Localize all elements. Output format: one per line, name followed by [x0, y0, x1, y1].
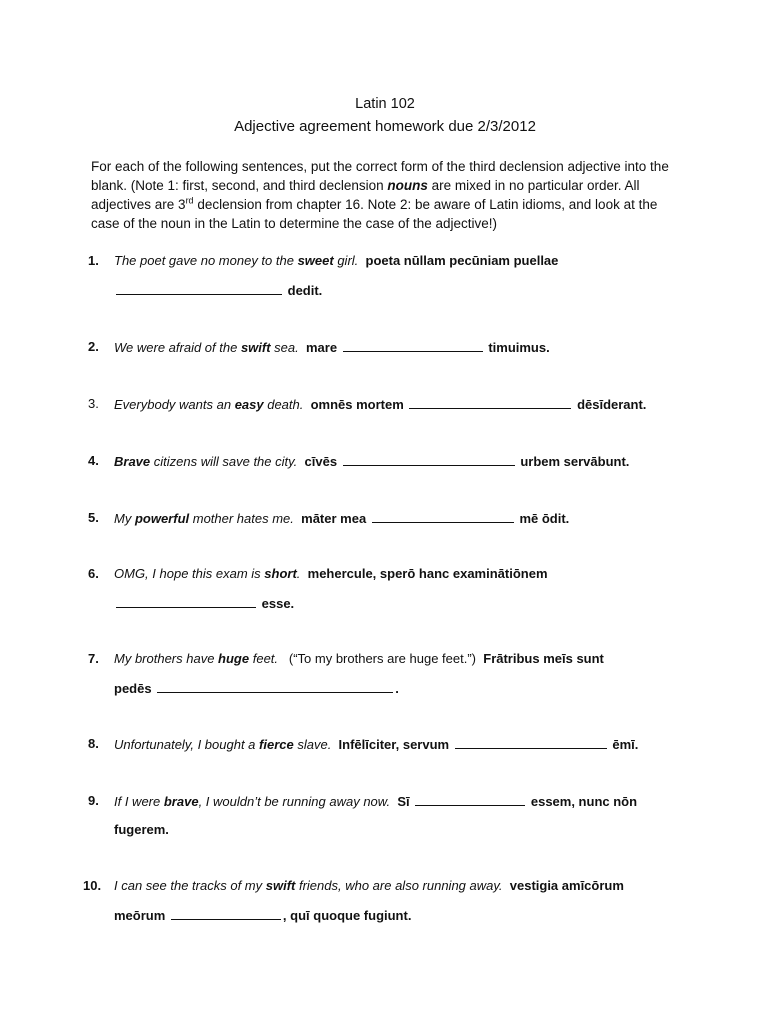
answer-blank[interactable]: [409, 396, 571, 409]
worksheet-page: Latin 102 Adjective agreement homework due 2/3/2012 For each of the following sentences, put the correct form of the third declension adjective into the blank. (Note 1: first, second, and third declension nouns are mixed in no particular order. All adjectives are 3rd declension from chapter 16. Note 2: be aware of Latin idioms, and look at the case of the noun in the Latin to determine the case of the adjective!) 1. The poet gave no money to the sweet girl. poeta nūllam pecūniam puellae dedit. 2. We were afraid of the swift sea. mare timuimus. 3. Everybody wants an easy death. omnēs mortem dēsīderant. 4. Brave citizens will save the city. cīvēs urbem servābunt. 5. My powerful mother hates me. māter mea mē ōdit. 6. OMG, I hope this exam is short. mehercule, sperō hanc examinātiōnem esse. 7. My brothers have huge feet. (“To my brothers are huge feet.”) Frātribus meīs sunt pedēs . 8. Unfortunately, I bought a fierce slave. Infēlīciter, servum ēmī. 9. If I were brave, I wouldn’t be running away now. Sī essem, nunc nōn fugerem. 10. I can see the tracks of my swift friends, who are also running away. vestigia amīcōrum meōrum , quī quoque fugiunt.: [0, 0, 770, 1024]
answer-blank[interactable]: [343, 339, 483, 352]
answer-blank[interactable]: [157, 680, 393, 693]
answer-blank[interactable]: [372, 510, 514, 523]
answer-blank[interactable]: [171, 907, 281, 920]
answer-blank[interactable]: [455, 736, 607, 749]
answer-blank[interactable]: [116, 595, 256, 608]
answer-blank[interactable]: [343, 453, 515, 466]
page-subtitle: Adjective agreement homework due 2/3/2012: [234, 118, 536, 135]
answer-blank[interactable]: [116, 282, 282, 295]
instructions: For each of the following sentences, put the correct form of the third declension adjective into the blank. (Note 1: first, second, and third declension nouns are mixed in no particular order. All adjectives are 3rd declension from chapter 16. Note 2: be aware of Latin idioms, and look at the case of the noun in the Latin to determine the case of the adjective!): [91, 159, 669, 231]
page-title: Latin 102: [355, 96, 415, 112]
answer-blank[interactable]: [415, 793, 525, 806]
